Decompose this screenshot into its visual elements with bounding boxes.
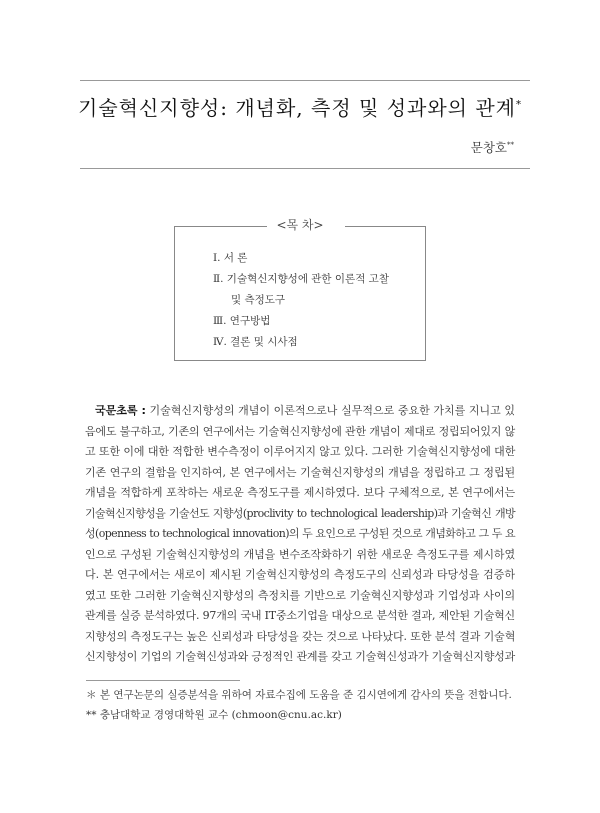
- abstract-line: 였고 또한 그러한 기술혁신지향성의 측정치를 기반으로 기술혁신지향성과 기업성과 사이의: [85, 588, 515, 602]
- title-footnote-mark: *: [515, 99, 522, 111]
- abstract-line: 기술혁신지향성을 기술선도 지향성(proclivity to technological leadership)과 기술혁신 개방: [85, 506, 515, 520]
- toc-item: Ⅰ. 서 론: [213, 252, 248, 264]
- abstract-line: 음에도 불구하고, 기존의 연구에서는 기술혁신지향성에 관한 개념이 제대로 정립되어있지 않: [85, 424, 515, 438]
- abstract-line: 성(openness to technological innovation)의 두 요인으로 구성된 것으로 개념화하고 그 두 요: [85, 527, 515, 540]
- abstract-line: [85, 402, 515, 423]
- paper-title: [60, 92, 540, 121]
- abstract-line: 개념을 적합하게 포착하는 새로운 측정도구를 제시하였다. 보다 구체적으로, 본 연구에서는: [85, 486, 515, 499]
- table-of-contents: [174, 218, 426, 361]
- toc-item: Ⅱ. 기술혁신지향성에 관한 이론적 고찰: [213, 273, 389, 285]
- header-rule: [80, 168, 530, 169]
- author-footnote-mark: **: [507, 140, 514, 149]
- top-rule: [80, 80, 530, 81]
- title-text: 기술혁신지향성: 개념화, 측정 및 성과와의 관계: [78, 96, 516, 120]
- author-name: 문창호: [470, 140, 507, 155]
- abstract-line: 다. 본 연구에서는 새로이 제시된 기술혁신지향성의 측정도구의 신뢰성과 타당성을 검증하: [85, 568, 515, 581]
- footnote-rule: [86, 680, 240, 681]
- abstract-line: 지향성의 측정도구는 높은 신뢰성과 타당성을 갖는 것으로 나타났다. 또한 분석 결과 기술혁: [85, 629, 516, 643]
- footnote-author-affiliation: ** 충남대학교 경영대학원 교수 (chmoon@cnu.ac.kr): [86, 709, 342, 721]
- toc-item: Ⅳ. 결론 및 시사점: [213, 336, 298, 348]
- abstract-line: 기존 연구의 결함을 인지하여, 본 연구에서는 기술혁신지향성의 개념을 정립하고 그 정립된: [85, 465, 515, 479]
- abstract: [85, 402, 515, 669]
- abstract-line: 관계를 실증 분석하였다. 97개의 국내 IT중소기업을 대상으로 분석한 결과, 제안된 기술혁신: [85, 609, 515, 622]
- abstract-line: 고 또한 이에 대한 적합한 변수측정이 이루어지지 않고 있다. 그러한 기술혁신지향성에 대한: [85, 445, 516, 458]
- abstract-line: 인으로 구성된 기술혁신지향성의 개념을 변수조작화하기 위한 새로운 측정도구를 제시하였: [85, 547, 515, 561]
- abstract-label: 국문초록 :: [95, 404, 146, 417]
- abstract-line: 신지향성이 기업의 기술혁신성과와 긍정적인 관계를 갖고 기술혁신성과가 기술혁신지향성과: [85, 650, 515, 663]
- toc-item: 및 측정도구: [231, 294, 286, 306]
- author: [471, 138, 514, 156]
- abstract-text: 기술혁신지향성의 개념이 이론적으로나 실무적으로 중요한 가치를 지니고 있: [149, 404, 515, 417]
- footnote-acknowledgement: ＊ 본 연구논문의 실증분석을 위하여 자료수집에 도움을 준 김시연에게 감사의 뜻을 전합니다.: [86, 689, 512, 701]
- toc-item: Ⅲ. 연구방법: [213, 315, 271, 327]
- toc-heading: <목 차>: [276, 218, 324, 232]
